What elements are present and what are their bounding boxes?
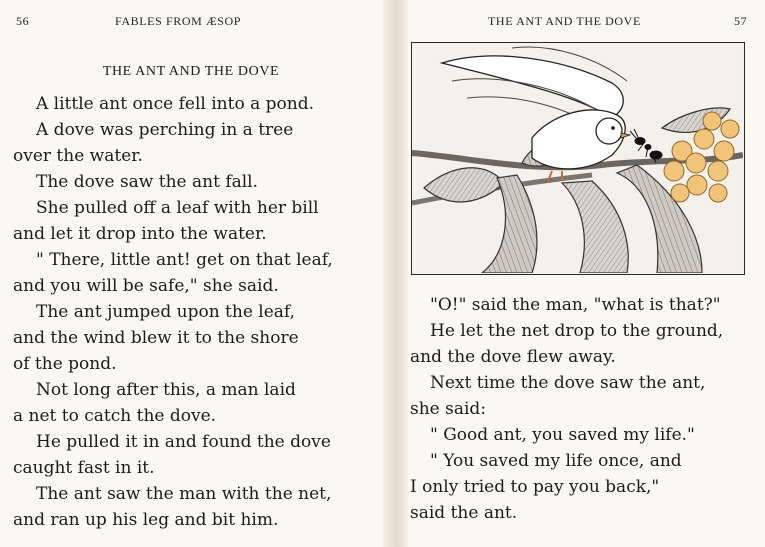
page-number: 56 [16,14,30,28]
text-line: He pulled it in and found the dove [36,432,331,452]
text-line: and the wind blew it to the shore [13,328,299,348]
text-line: A little ant once fell into a pond. [36,94,314,114]
text-line: I only tried to pay you back," [410,477,660,497]
text-line: Not long after this, a man laid [36,380,296,400]
book-gutter [382,0,408,547]
right-page [408,0,765,547]
story-title: THE ANT AND THE DOVE [102,64,280,79]
text-line: of the pond. [13,354,117,374]
text-line: The dove saw the ant fall. [36,172,259,192]
left-page [0,0,382,547]
text-line: a net to catch the dove. [13,406,217,426]
text-line: " Good ant, you saved my life." [430,425,695,445]
text-line: The ant saw the man with the net, [36,484,332,504]
text-line: "O!" said the man, "what is that?" [430,295,721,315]
running-head: THE ANT AND THE DOVE [488,14,641,28]
text-line: Next time the dove saw the ant, [430,373,706,393]
text-line: said the ant. [410,503,518,523]
text-line: " There, little ant! get on that leaf, [36,250,333,270]
dove-and-ant-illustration [411,42,745,275]
text-line: He let the net drop to the ground, [430,321,724,341]
text-line: and you will be safe," she said. [13,276,279,296]
text-line: caught fast in it. [13,458,155,478]
running-head: FABLES FROM ÆSOP [115,14,242,28]
text-line: " You saved my life once, and [430,451,682,471]
text-line: and ran up his leg and bit him. [13,510,279,530]
page-number: 57 [734,14,748,28]
text-line: A dove was perching in a tree [36,120,294,140]
text-line: and let it drop into the water. [13,224,267,244]
text-line: over the water. [13,146,143,166]
illustration-drawing [412,43,743,273]
text-line: she said: [410,399,487,419]
text-line: The ant jumped upon the leaf, [36,302,296,322]
text-line: and the dove flew away. [410,347,616,367]
text-line: She pulled off a leaf with her bill [36,198,319,218]
